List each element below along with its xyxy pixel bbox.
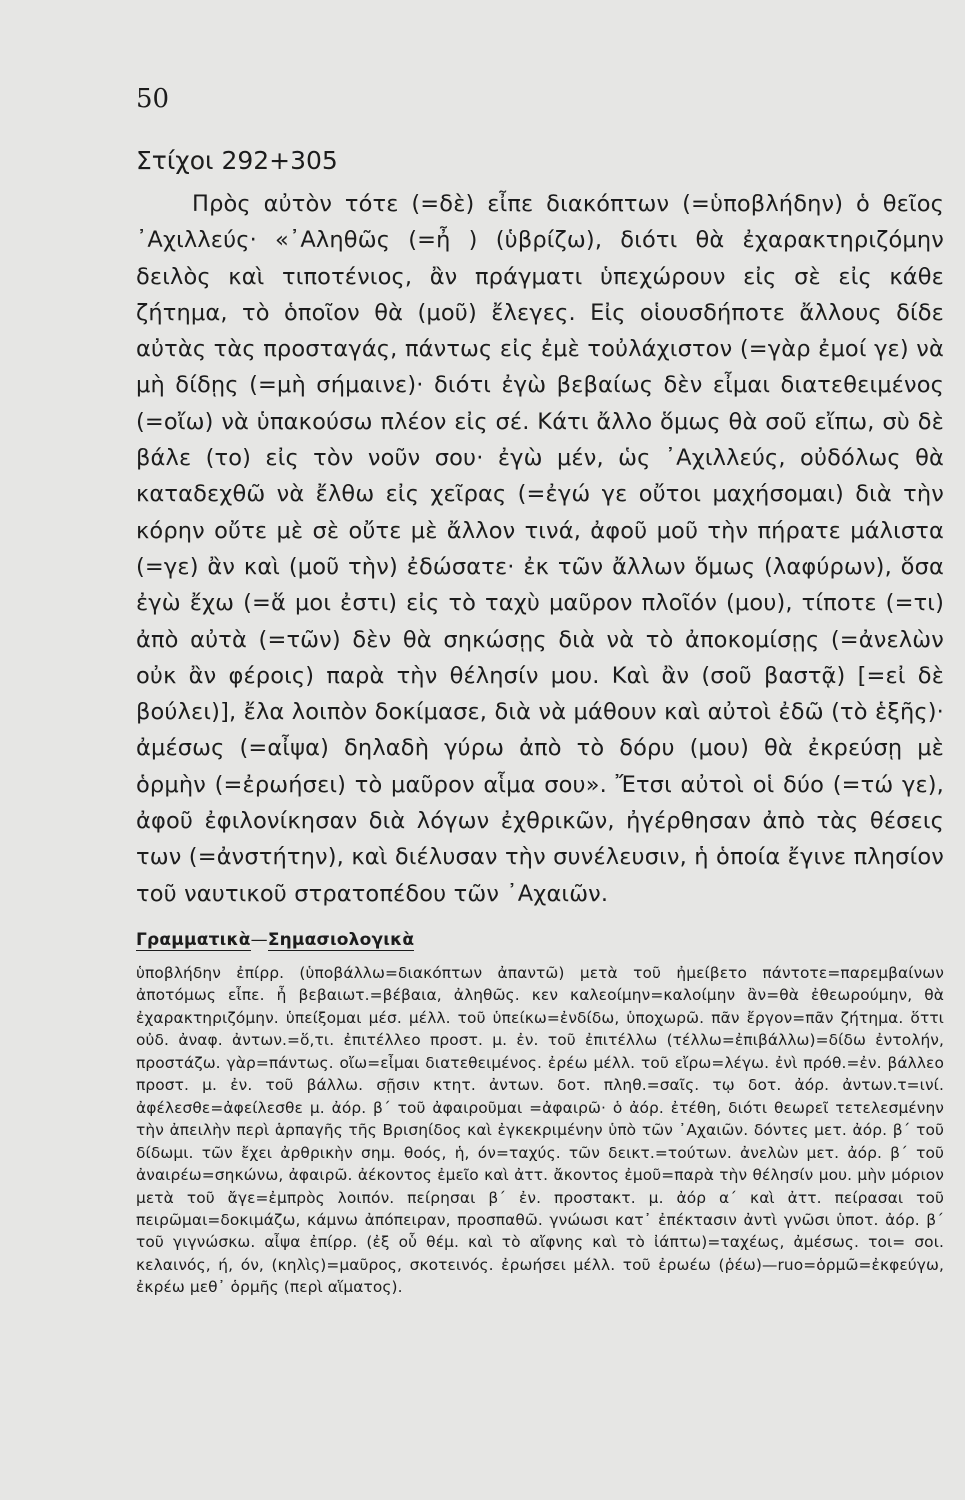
section-title-dash: — bbox=[250, 930, 268, 950]
section-title bbox=[136, 930, 414, 950]
main-text-block bbox=[136, 186, 944, 912]
page-number: 50 bbox=[136, 84, 170, 114]
section-title-semantics: Σημασιολογικὰ bbox=[267, 930, 415, 950]
section-title-grammar: Γραμματικὰ bbox=[136, 930, 251, 950]
verses-heading: Στίχοι 292+305 bbox=[136, 146, 338, 175]
main-paragraph: Πρὸς αὐτὸν τότε (=δὲ) εἶπε διακόπτων (=ὑποβλήδην) ὁ θεῖος ᾿Αχιλλεύς· «᾿Αληθῶς (=ἦ ) (ὑβρίζω), διότι θὰ ἐχαρακτηριζόμην δειλὸς καὶ τιποτένιος, ἂν πράγματι ὑπεχώρουν εἰς σὲ εἰς κάθε ζήτημα, τὸ ὁποῖον θὰ (μοῦ) ἔλεγες. Εἰς οἱουσδήποτε ἄλλους δίδε αὐτὰς τὰς προσταγάς, πάντως εἰς ἐμὲ τοὐλάχιστον (=γὰρ ἐμοί γε) νὰ μὴ δίδῃς (=μὴ σήμαινε)· διότι ἐγὼ βεβαίως δὲν εἶμαι διατεθειμένος (=οἴω) νὰ ὑπακούσω πλέον εἰς σέ. Κάτι ἄλλο ὅμως θὰ σοῦ εἴπω, σὺ δὲ βάλε (το) εἰς τὸν νοῦν σου· ἐγὼ μέν, ὡς ᾿Αχιλλεύς, οὐδόλως θὰ καταδεχθῶ νὰ ἔλθω εἰς χεῖρας (=ἐγώ γε οὔτοι μαχήσομαι) διὰ τὴν κόρην οὔτε μὲ σὲ οὔτε μὲ ἄλλον τινά, ἀφοῦ μοῦ τὴν πήρατε μάλιστα (=γε) ἂν καὶ (μοῦ τὴν) ἐδώσατε· ἐκ τῶν ἄλλων ὅμως (λαφύρων), ὅσα ἐγὼ ἔχω (=ἅ μοι ἐστι) εἰς τὸ ταχὺ μαῦρον πλοῖόν (μου), τίποτε (=τι) ἀπὸ αὐτὰ (=τῶν) δὲν θὰ σηκώσῃς διὰ νὰ τὸ ἀποκομίσῃς (=ἀνελὼν οὐκ ἂν φέροις) παρὰ τὴν θέλησίν μου. Καὶ ἂν (σοῦ βαστᾷ) [=εἰ δὲ βούλει)], ἔλα λοιπὸν δοκίμασε, διὰ νὰ μάθουν καὶ αὐτοὶ ἐδῶ (τὸ ἑξῆς)· ἀμέσως (=αἶψα) δηλαδὴ γύρω ἀπὸ τὸ δόρυ (μου) θὰ ἐκρεύσῃ μὲ ὁρμὴν (=ἐρωήσει) τὸ μαῦρον αἷμα σου». Ἔτσι αὐτοὶ οἱ δύο (=τώ γε), ἀφοῦ ἐφιλονίκησαν διὰ λόγων ἐχθρικῶν, ἠγέρθησαν ἀπὸ τὰς θέσεις των (=ἀνστήτην), καὶ διέλυσαν τὴν συνέλευσιν, ἡ ὁποία ἔγινε πλησίον τοῦ ναυτικοῦ στρατοπέδου τῶν ᾿Αχαιῶν. bbox=[136, 191, 944, 907]
glossary-block bbox=[136, 962, 944, 1299]
glossary-paragraph: ὑποβλήδην ἐπίρρ. (ὑποβάλλω=διακόπτων ἀπαντῶ) μετὰ τοῦ ἠμείβετο πάντοτε=παρεμβαίνων ἀποτόμως εἶπε. ἦ βεβαιωτ.=βέβαια, ἀληθῶς. κεν καλεοίμην=καλοίμην ἂν=θὰ ἐθεωρούμην, θὰ ἐχαρακτηριζόμην. ὑπείξομαι μέσ. μέλλ. τοῦ ὑπείκω=ἐνδίδω, ὑποχωρῶ. πᾶν ἔργον=πᾶν ζήτημα. ὅττι οὐδ. ἀναφ. ἀντων.=ὅ,τι. ἐπιτέλλεο προστ. μ. ἐν. τοῦ ἐπιτέλλω (τέλλω=ἐπιβάλλω)=δίδω ἐντολήν, προστάζω. γὰρ=πάντως. οἴω=εἶμαι διατεθειμένος. ἐρέω μέλλ. τοῦ εἴρω=λέγω. ἐνὶ πρόθ.=ἐν. βάλλεο προστ. μ. ἐν. τοῦ βάλλω. σῇσιν κτητ. ἀντων. δοτ. πληθ.=σαῖς. τῳ δοτ. ἀόρ. ἀντων.τ=ινί. ἀφέλεσθε=ἀφείλεσθε μ. ἀόρ. β΄ τοῦ ἀφαιροῦμαι =ἀφαιρῶ· ὁ ἀόρ. ἐτέθη, διότι θεωρεῖ τετελεσμένην τὴν ἀπειλὴν περὶ ἁρπαγῆς τῆς Βρισηίδος καὶ ἐγκεκριμένην ὑπὸ τῶν ᾿Αχαιῶν. δόντες μετ. ἀόρ. β΄ τοῦ δίδωμι. τῶν ἔχει ἀρθρικὴν σημ. θοός, ἡ, όν=ταχύς. τῶν δεικτ.=τούτων. ἀνελὼν μετ. ἀόρ. β΄ τοῦ ἀναιρέω=σηκώνω, ἀφαιρῶ. ἀέκοντος ἐμεῖο καὶ ἀττ. ἄκοντος ἐμοῦ=παρὰ τὴν θέλησίν μου. μὴν μόριον μετὰ τοῦ ἄγε=ἐμπρὸς λοιπόν. πείρησαι β΄ ἐν. προστακτ. μ. ἀόρ α΄ καὶ ἀττ. πείρασαι τοῦ πειρῶμαι=δοκιμάζω, κάμνω ἀπόπειραν, προσπαθῶ. γνώωσι κατ᾿ ἐπέκτασιν ἀντὶ γνῶσι ὑποτ. ἀόρ. β΄ τοῦ γιγνώσκω. αἶψα ἐπίρρ. (ἐξ οὗ θέμ. καὶ τὸ αἴφνης καὶ τὸ ἰάπτω)=ταχέως, ἀμέσως. τοι= σοι. κελαινός, ή, όν, (κηλὶς)=μαῦρος, σκοτεινός. ἐρωήσει μέλλ. τοῦ ἐρωέω (ῥέω)—ruo=ὁρμῶ=ἐκφεύγω, ἐκρέω μεθ᾿ ὁρμῆς (περὶ αἵματος). bbox=[136, 964, 944, 1297]
